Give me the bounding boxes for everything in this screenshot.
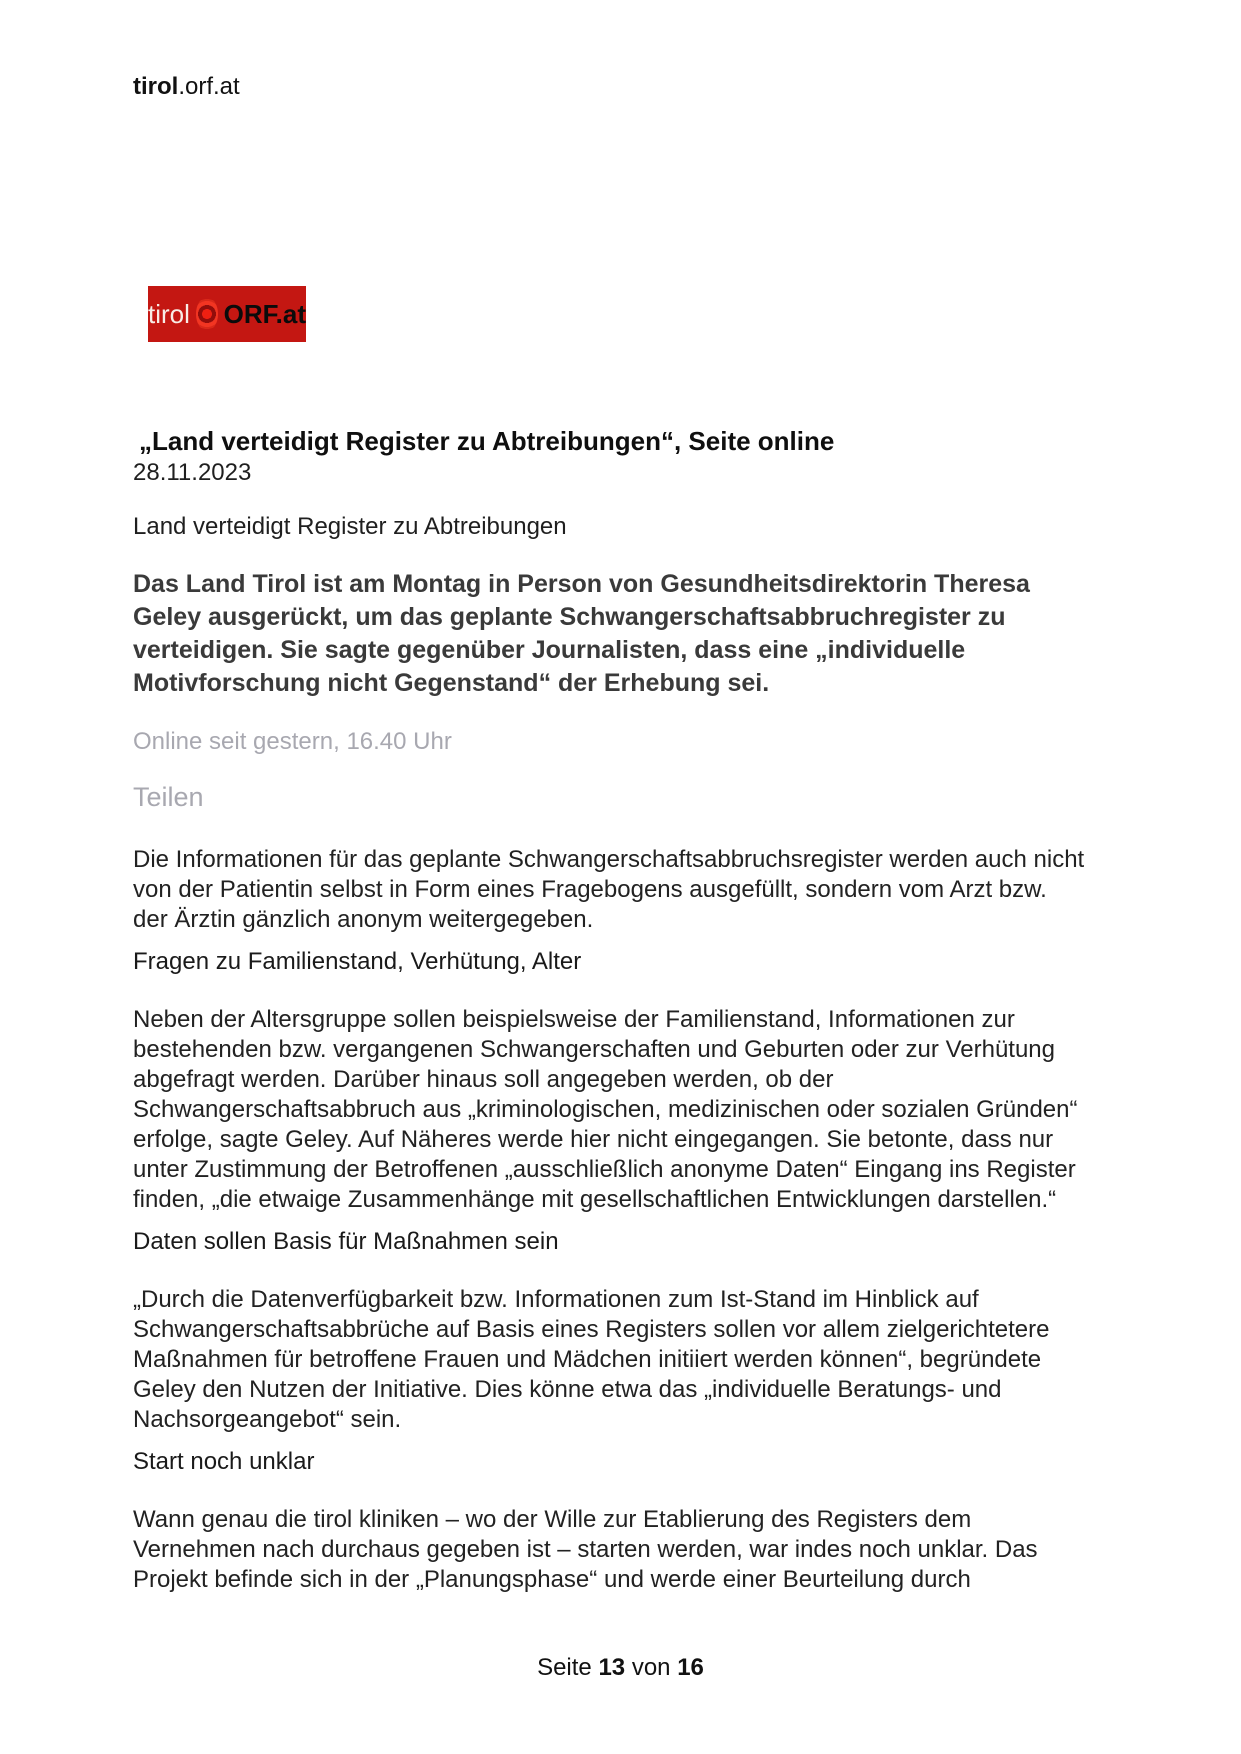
footer-prefix: Seite [537,1654,592,1681]
footer-total-pages: 16 [677,1654,704,1681]
orf-eye-icon [196,297,218,331]
article-paragraph: „Durch die Datenverfügbarkeit bzw. Informationen zum Ist-Stand im Hinblick auf Schwangerschaftsabbrüche auf Basis eines Registers sollen vor allem zielgerichtetere Maßnahmen für betroffene Frauen und Mädchen initiiert werden können“, begründete Geley den Nutzen der Initiative. Dies könne etwa das „individuelle Beratungs- und Nachsorgeangebot“ sein. [133,1286,1050,1433]
site-url-header [133,73,1101,101]
page-number-footer [0,1653,1241,1683]
share-label: Teilen [133,782,204,812]
article-subheading: Start noch unklar [133,1448,315,1475]
article-lead: Das Land Tirol ist am Montag in Person von Gesundheitsdirektorin Theresa Geley ausgerückt, um das geplante Schwangerschaftsabbruchregister zu verteidigen. Sie sagte gegenüber Journalisten, dass eine „individuelle Motivforschung nicht Gegenstand“ der Erhebung sei. [133,570,1030,697]
logo-brand-label: ORF.at [223,299,306,329]
footer-separator: von [631,1654,671,1681]
article-paragraph: Wann genau die tirol kliniken – wo der Wille zur Etablierung des Registers dem Vernehmen nach durchaus gegeben ist – starten werden, war indes noch unklar. Das Projekt befinde sich in der „Planungsphase“ und werde einer Beurteilung durch [133,1506,1038,1593]
article-subheading: Fragen zu Familienstand, Verhütung, Alter [133,948,582,975]
site-url-rest: .orf.at [178,73,240,100]
article-paragraph: Die Informationen für das geplante Schwangerschaftsabbruchsregister werden auch nicht von der Patientin selbst in Form eines Fragebogens ausgefüllt, sondern vom Arzt bzw. der Ärztin gänzlich anonym weitergegeben. [133,846,1085,933]
article-publish-meta: Online seit gestern, 16.40 Uhr [133,728,452,755]
article-title: „Land verteidigt Register zu Abtreibungen“, Seite online [139,426,835,456]
site-url-bold: tirol [133,73,179,100]
logo-region-label: tirol [148,299,190,329]
footer-current-page: 13 [598,1654,626,1681]
article-kicker: Land verteidigt Register zu Abtreibungen [133,513,567,540]
orf-tirol-logo [148,286,306,342]
article-date: 28.11.2023 [133,459,252,486]
article-subheading: Daten sollen Basis für Maßnahmen sein [133,1228,559,1255]
article-paragraph: Neben der Altersgruppe sollen beispielsweise der Familienstand, Informationen zur bestehenden bzw. vergangenen Schwangerschaften und Geburten oder zur Verhütung abgefragt werden. Darüber hinaus soll angegeben werden, ob der Schwangerschaftsabbruch aus „kriminologischen, medizinischen oder sozialen Gründen“ erfolge, sagte Geley. Auf Näheres werde hier nicht eingegangen. Sie betonte, dass nur unter Zustimmung der Betroffenen „ausschließlich anonyme Daten“ Eingang ins Register finden, „die etwaige Zusammenhänge mit gesellschaftlichen Entwicklungen darstellen.“ [133,1006,1078,1213]
